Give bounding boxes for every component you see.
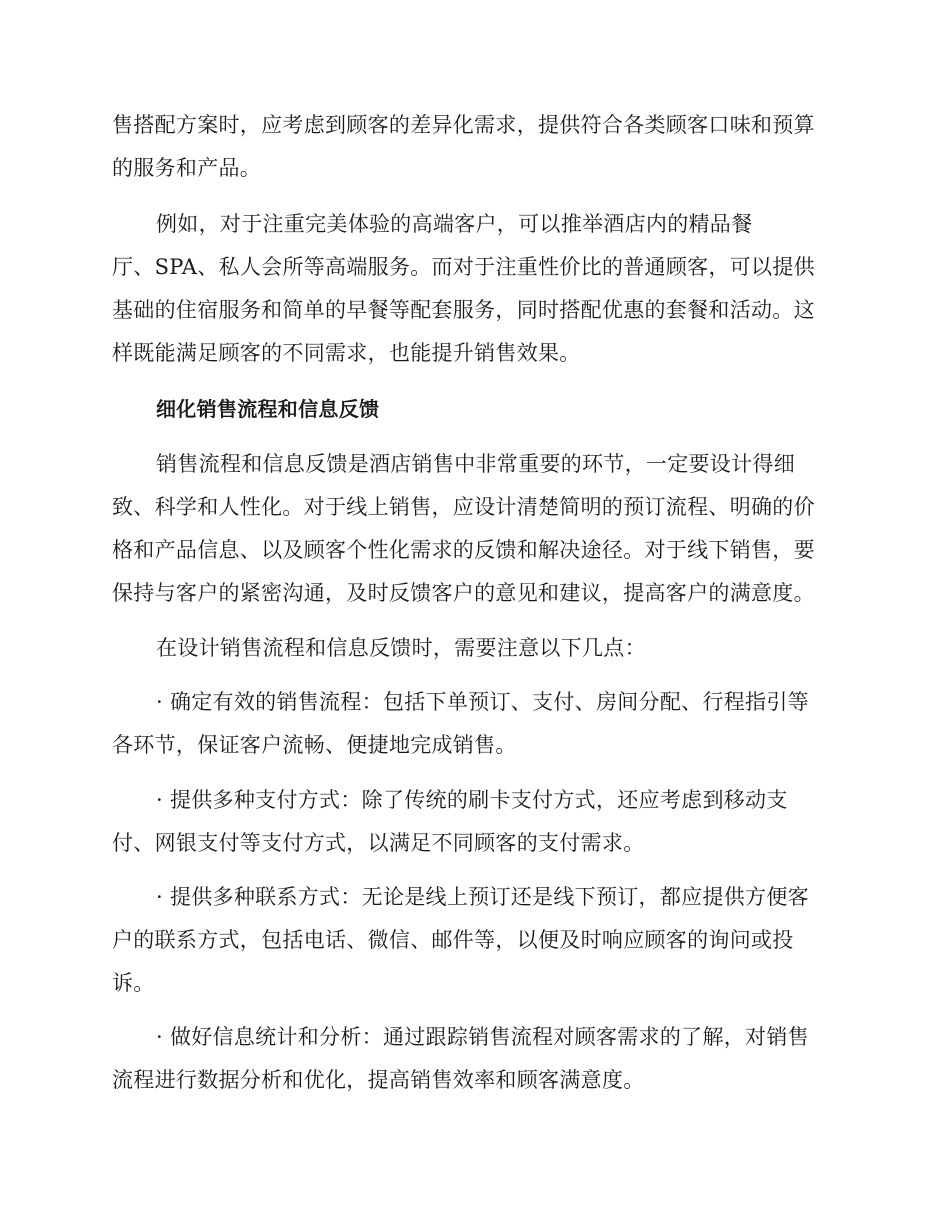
- paragraph-line: 例如，对于注重完美体验的高端客户，可以推举酒店内的精品餐: [156, 212, 753, 236]
- paragraph-line: 厅、SPA、私人会所等高端服务。而对于注重性价比的普通顾客，可以提供: [112, 255, 815, 279]
- bullet-line: 付、网银支付等支付方式，以满足不同顾客的支付需求。: [112, 831, 645, 855]
- bullet-line: · 提供多种联系方式：无论是线上预订还是线下预订，都应提供方便客: [156, 885, 809, 909]
- bullet-line: 诉。: [112, 971, 155, 995]
- bullet-line: · 确定有效的销售流程：包括下单预订、支付、房间分配、行程指引等: [156, 690, 809, 714]
- paragraph-line: 致、科学和人性化。对于线上销售，应设计清楚简明的预订流程、明确的价: [112, 495, 815, 519]
- paragraph-line: 售搭配方案时，应考虑到顾客的差异化需求，提供符合各类顾客口味和预算: [112, 113, 815, 137]
- paragraph-line: 格和产品信息、以及顾客个性化需求的反馈和解决途径。对于线下销售，要: [112, 538, 815, 562]
- paragraph-line: 的服务和产品。: [112, 156, 262, 180]
- bullet-line: · 提供多种支付方式：除了传统的刷卡支付方式，还应考虑到移动支: [156, 788, 788, 812]
- bullet-line: 户的联系方式，包括电话、微信、邮件等，以便及时响应顾客的询问或投: [112, 928, 794, 952]
- bullet-line: · 做好信息统计和分析：通过跟踪销售流程对顾客需求的了解，对销售: [156, 1025, 809, 1049]
- paragraph-line: 销售流程和信息反馈是酒店销售中非常重要的环节，一定要设计得细: [156, 452, 795, 476]
- section-heading: 细化销售流程和信息反馈: [156, 397, 380, 421]
- paragraph-line: 保持与客户的紧密沟通，及时反馈客户的意见和建议，提高客户的满意度。: [112, 581, 815, 605]
- paragraph-line: 在设计销售流程和信息反馈时，需要注意以下几点：: [156, 636, 646, 660]
- paragraph-line: 基础的住宿服务和简单的早餐等配套服务，同时搭配优惠的套餐和活动。这: [112, 298, 815, 322]
- paragraph-line: 样既能满足顾客的不同需求，也能提升销售效果。: [112, 341, 581, 365]
- bullet-line: 各环节，保证客户流畅、便捷地完成销售。: [112, 733, 517, 757]
- bullet-line: 流程进行数据分析和优化，提高销售效率和顾客满意度。: [112, 1068, 645, 1092]
